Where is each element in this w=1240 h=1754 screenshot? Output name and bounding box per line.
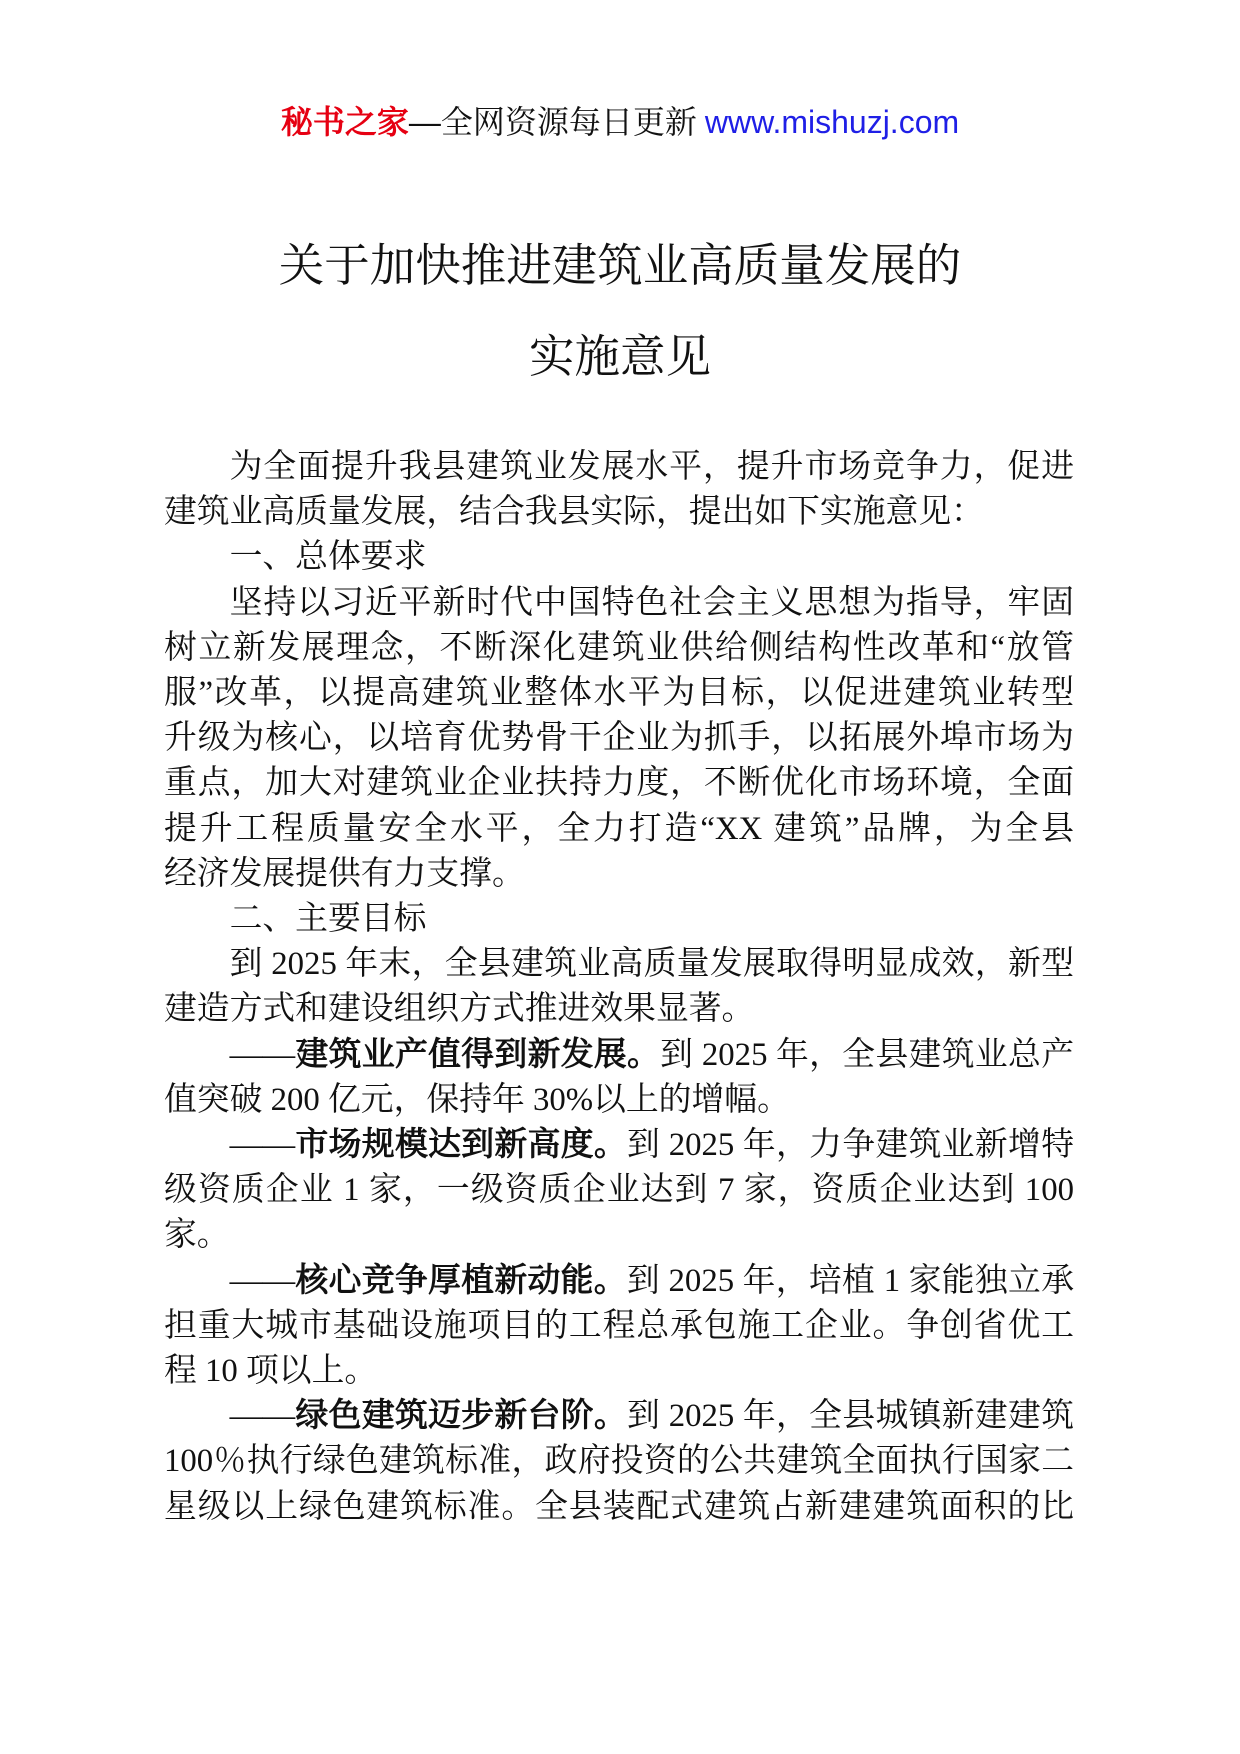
section-heading-overall-requirements bbox=[164, 535, 1074, 580]
goal-lead-text: 绿色建筑迈步新台阶。 bbox=[295, 1398, 628, 1435]
text-line: 星级以上绿色建筑标准。全县装配式建筑占新建建筑面积的比 bbox=[164, 1488, 1074, 1525]
title-line-1: 关于加快推进建筑业高质量发展的 bbox=[278, 240, 962, 291]
item-dash: —— bbox=[229, 1262, 296, 1299]
goal-item-green-building bbox=[164, 1394, 1074, 1530]
goal-text: 到 2025 年，力争建筑业新增特 bbox=[627, 1127, 1075, 1164]
document-header bbox=[0, 102, 1240, 142]
text-line: 值突破 200 亿元，保持年 30%以上的增幅。 bbox=[164, 1081, 790, 1118]
text-line bbox=[164, 1033, 1074, 1078]
text-line: 坚持以习近平新时代中国特色社会主义思想为指导，牢固 bbox=[229, 584, 1074, 621]
text-line: 树立新发展理念，不断深化建筑业供给侧结构性改革和“放管 bbox=[164, 629, 1074, 666]
item-dash: —— bbox=[229, 1398, 296, 1435]
header-tagline: —全网资源每日更新 bbox=[408, 104, 697, 140]
text-line: 级资质企业 1 家，一级资质企业达到 7 家，资质企业达到 100 bbox=[164, 1172, 1074, 1209]
text-line: 到 2025 年末，全县建筑业高质量发展取得明显成效，新型 bbox=[229, 946, 1074, 983]
document-title bbox=[0, 220, 1240, 402]
main-goals-paragraph bbox=[164, 942, 1074, 1032]
goal-item-core-competitiveness bbox=[164, 1259, 1074, 1395]
goal-lead-text: 核心竞争厚植新动能。 bbox=[295, 1262, 627, 1299]
section-heading-main-goals bbox=[164, 897, 1074, 942]
text-line: 经济发展提供有力支撑。 bbox=[164, 855, 525, 892]
text-line: 家。 bbox=[164, 1217, 230, 1254]
goal-text: 到 2025 年，全县建筑业总产 bbox=[660, 1036, 1074, 1073]
text-line: 为全面提升我县建筑业发展水平，提升市场竞争力，促进 bbox=[229, 449, 1074, 485]
text-line: 建筑业高质量发展，结合我县实际，提出如下实施意见： bbox=[164, 494, 984, 531]
goal-lead-text: 市场规模达到新高度。 bbox=[295, 1127, 628, 1164]
text-line bbox=[164, 1123, 1074, 1168]
text-line: 服”改革，以提高建筑业整体水平为目标，以促进建筑业转型 bbox=[164, 675, 1074, 712]
document-body bbox=[164, 445, 1074, 1530]
text-line: 100％执行绿色建筑标准，政府投资的公共建筑全面执行国家二 bbox=[164, 1443, 1074, 1480]
section-heading: 一、总体要求 bbox=[229, 539, 427, 576]
goal-item-market-scale bbox=[164, 1123, 1074, 1259]
goal-text: 到 2025 年，培植 1 家能独立承 bbox=[626, 1262, 1074, 1299]
text-line: 程 10 项以上。 bbox=[164, 1353, 378, 1390]
website-url: www.mishuzj.com bbox=[704, 104, 960, 140]
item-dash: —— bbox=[229, 1036, 296, 1073]
text-line bbox=[164, 1259, 1074, 1304]
text-line: 升级为核心，以培育优势骨干企业为抓手，以拓展外埠市场为 bbox=[164, 720, 1074, 757]
intro-paragraph bbox=[164, 445, 1074, 535]
title-line-2: 实施意见 bbox=[528, 331, 711, 382]
goal-text: 到 2025 年，全县城镇新建建筑 bbox=[627, 1398, 1075, 1435]
brand-name: 秘书之家 bbox=[280, 104, 409, 140]
text-line: 重点，加大对建筑业企业扶持力度，不断优化市场环境，全面 bbox=[164, 765, 1074, 802]
overall-requirements-paragraph bbox=[164, 581, 1074, 897]
text-line: 担重大城市基础设施项目的工程总承包施工企业。争创省优工 bbox=[164, 1307, 1074, 1344]
text-line bbox=[164, 1394, 1074, 1439]
goal-item-output-value bbox=[164, 1033, 1074, 1123]
section-heading: 二、主要目标 bbox=[229, 901, 427, 938]
text-line: 提升工程质量安全水平，全力打造“XX 建筑”品牌，为全县 bbox=[164, 810, 1074, 847]
item-dash: —— bbox=[229, 1127, 296, 1164]
goal-lead-text: 建筑业产值得到新发展。 bbox=[295, 1036, 661, 1073]
text-line: 建造方式和建设组织方式推进效果显著。 bbox=[164, 991, 755, 1028]
